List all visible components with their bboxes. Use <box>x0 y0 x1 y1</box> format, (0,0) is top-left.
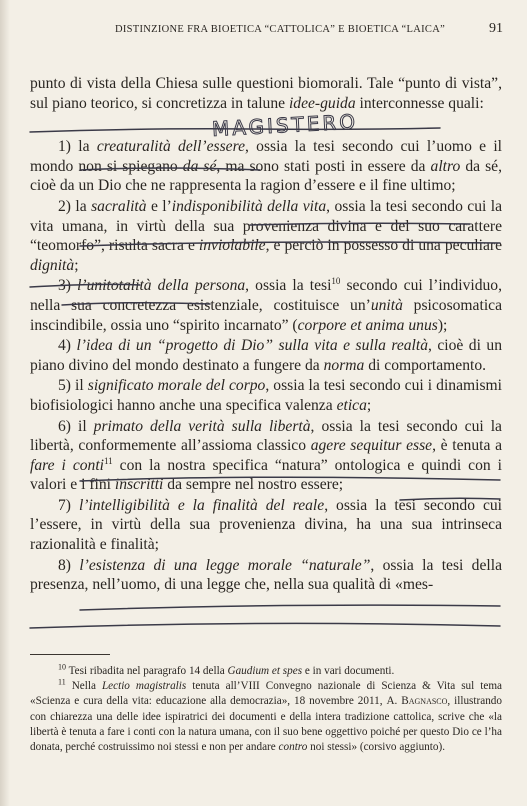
footnote-number: 10 <box>58 662 66 672</box>
list-item-5 <box>30 376 502 415</box>
italic-run: altro <box>430 157 461 175</box>
text-run: tenuta all’VIII Convegno nazionale di Scienza & Vita sul tema «Scienza e cura della vita: educazione alla democrazia», 18 novembre 2011, <box>30 680 502 708</box>
text-run: Nella <box>65 680 102 693</box>
binding-shadow <box>0 0 10 806</box>
list-item-1 <box>30 137 502 196</box>
list-item-4 <box>30 336 502 375</box>
italic-run: fare i conti <box>30 456 105 474</box>
list-item-2 <box>30 197 502 275</box>
text-run: , ossia la tesi secondo cui l’essere, in virtù della sua provenienza divina, ha una sua intrinseca razionalità e finalità; <box>30 496 503 554</box>
italic-run: sacralità <box>91 197 147 215</box>
intro-paragraph <box>30 74 502 113</box>
italic-run: etica <box>336 396 367 414</box>
item-number: 2) <box>58 197 76 215</box>
text-run: ; <box>366 396 372 414</box>
text-run: , ossia la tesi secondo cui la vita umana, in virtù della sua provenienza divina e del suo carattere “teomorfo”, risulta sacra e <box>30 197 502 255</box>
italic-run: Lectio magistralis <box>101 680 187 693</box>
item-number: 4) <box>58 337 77 355</box>
italic-run: l’intelligibilità e la finalità del reale <box>78 496 325 514</box>
page-number: 91 <box>489 21 503 36</box>
text-run: , ossia la tesi secondo cui l’uomo e il mondo non si spiegano <box>30 138 503 175</box>
italic-run: l’unitotalità della persona <box>77 277 246 295</box>
italic-run: agere sequitur esse <box>310 437 433 455</box>
italic-run: dignità <box>30 256 75 274</box>
text-run: con la nostra specifica “natura” ontologica e quindi con i valori e i fini <box>30 456 502 494</box>
text-run: e in vari documenti. <box>302 665 395 677</box>
text-run: di comportamento. <box>364 356 487 374</box>
item-number: 1) <box>58 138 79 156</box>
text-run: ; <box>74 256 79 274</box>
italic-run: norma <box>323 356 365 374</box>
italic-run: da sé <box>182 157 217 175</box>
footnote-divider <box>30 654 110 655</box>
text-run: il <box>78 417 94 435</box>
footnote-10 <box>30 664 502 679</box>
text-run: , ossia la tesi <box>245 277 332 295</box>
text-run: la <box>75 197 92 215</box>
item-number: 7) <box>58 496 79 514</box>
text-run: , è tenuta a <box>432 437 502 455</box>
underline-item-8b <box>30 623 500 628</box>
underline-item-8 <box>80 605 500 610</box>
author-name: A. Bagnasco <box>386 695 448 708</box>
text-run: psicosomatica inscindibile, ossia uno “spirito incarnato” ( <box>30 296 502 334</box>
text-run: , ossia la tesi della presenza, nell’uomo, di una legge che, nella sua qualità di «mes- <box>30 556 502 594</box>
list-item-8 <box>30 556 502 595</box>
italic-run: corpore et anima unus <box>297 316 438 334</box>
text-run: , illustrando con chiarezza una delle idee ispiratrici dei documenti e della intera tradizione cattolica, scrive che «la libertà è tenuta a fare i conti con la natura umana, con il suo bene oggettivo poiché per questo Dio ce l’ha donata, perché costruissimo noi stessi e non per andare <box>30 695 502 754</box>
text-run: punto di vista della Chiesa sulle questioni biomorali. Tale “punto di vista”, sul piano teorico, si concretizza in talune <box>30 75 502 112</box>
text-run: da sé, cioè da un Dio che ne rappresenta la ragion d’essere e il fine ultimo; <box>30 157 502 195</box>
italic-run: inviolabile <box>198 237 266 255</box>
item-number: 3) <box>58 277 78 295</box>
list-item-7 <box>30 496 502 555</box>
text-run: Tesi ribadita nel paragrafo 14 della <box>66 665 228 677</box>
footnotes <box>30 664 502 755</box>
italic-run: inscritti <box>114 476 164 494</box>
italic-run: indisponibilità della vita <box>171 197 327 215</box>
italic-run: primato della verità sulla libertà <box>93 417 311 435</box>
italic-run: idee-guida <box>288 94 356 112</box>
item-number: 8) <box>58 556 80 574</box>
italic-run: Gaudium et spes <box>227 665 303 677</box>
list-item-6 <box>30 417 502 495</box>
footnote-ref[interactable]: 10 <box>331 276 341 287</box>
italic-run: creaturalità dell’essere <box>96 138 245 156</box>
italic-run: significato morale del corpo <box>87 377 266 395</box>
text-run: noi stessi» (corsivo aggiunto). <box>307 741 445 754</box>
text-run: interconnesse quali: <box>355 94 484 112</box>
text-run: secondo cui l’individuo, nella sua concretezza esistenziale, costituisce un’ <box>30 277 502 314</box>
text-run: ); <box>437 316 448 334</box>
running-head: DISTINZIONE FRA BIOETICA “CATTOLICA” E BIOETICA “LAICA” <box>114 24 446 35</box>
text-run: , cioè di un piano divino del mondo destinato a fungere da <box>30 337 502 374</box>
text-run: da sempre nel nostro essere; <box>163 476 344 494</box>
footnote-ref[interactable]: 11 <box>104 455 113 466</box>
item-number: 5) <box>58 377 76 395</box>
text-run: , e perciò in possesso di una peculiare <box>265 237 502 255</box>
italic-run: l’idea di un “progetto di Dio” sulla vita e sulla realtà <box>76 337 428 355</box>
text-run: e l’ <box>146 197 172 215</box>
footnote-number: 11 <box>58 677 66 687</box>
text-run: , ma sono stati posti in essere da <box>216 157 431 175</box>
text-run: , ossia la tesi secondo cui la libertà, conformemente all’assioma classico <box>30 417 502 455</box>
list-item-3 <box>30 276 502 335</box>
text-run: , ossia la tesi secondo cui i dinamismi biofisiologici hanno anche una specifica valenza <box>30 377 502 414</box>
item-number: 6) <box>58 417 78 435</box>
footnote-11 <box>30 679 502 755</box>
italic-run: unità <box>370 296 403 314</box>
text-run: il <box>75 377 88 395</box>
handwritten-note: MAGISTERO <box>211 109 359 142</box>
italic-run: contro <box>278 741 308 754</box>
italic-run: l’esistenza di una legge morale “naturale” <box>79 556 371 574</box>
text-run: la <box>78 138 97 156</box>
main-text <box>30 74 502 595</box>
